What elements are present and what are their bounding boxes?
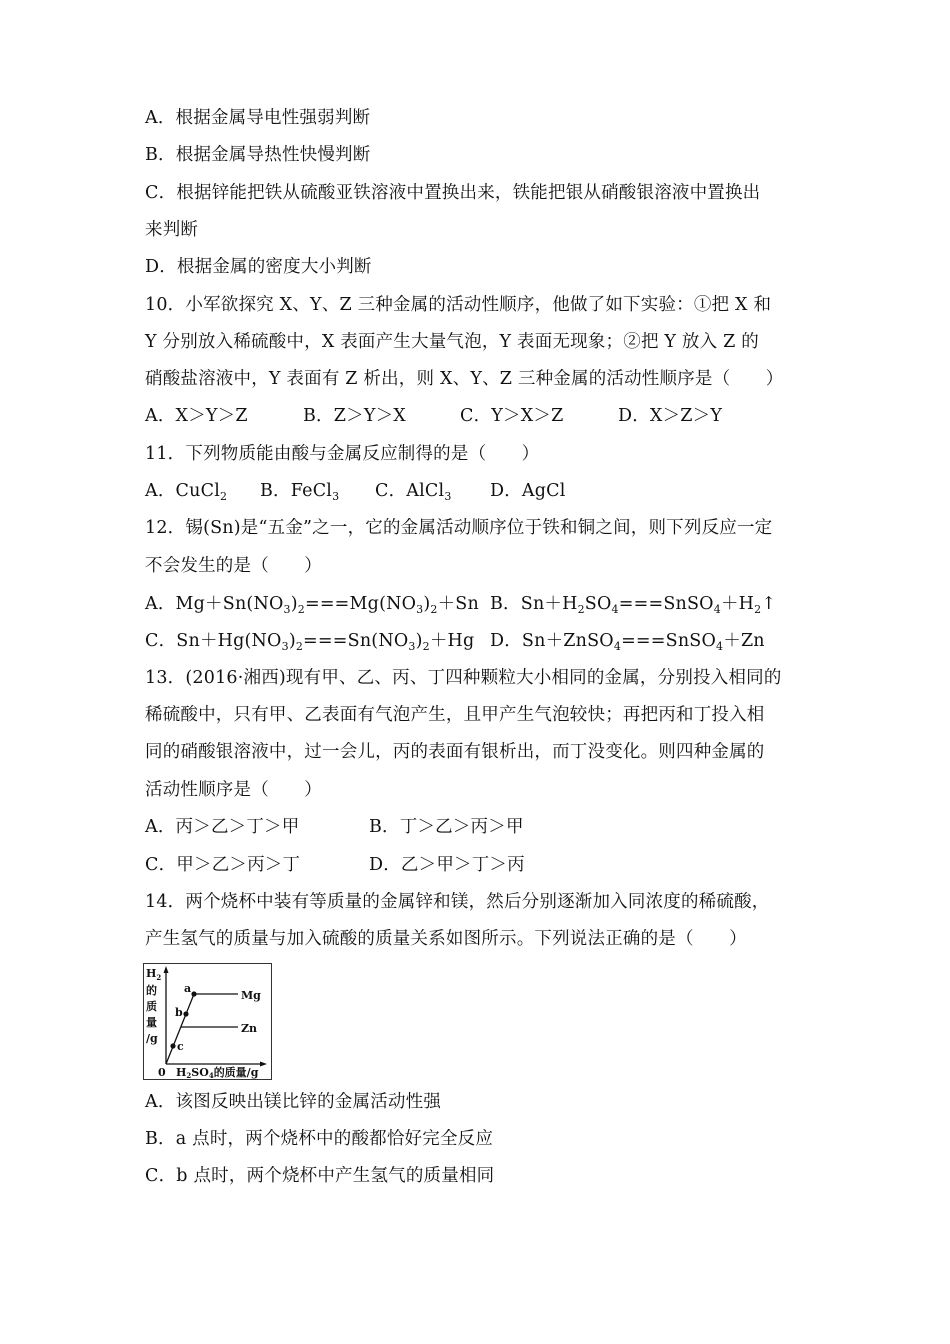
q12-b-sub: 2 <box>577 603 585 616</box>
q12-d-sub: 4 <box>716 640 724 653</box>
origin-label: 0 <box>158 1066 166 1079</box>
graph-svg <box>144 964 271 1079</box>
q11-option-a-sub: 2 <box>220 490 228 503</box>
q12-c-part: ) <box>288 631 296 651</box>
q12-b-sub: 2 <box>754 603 762 616</box>
q12-a-sub: 2 <box>430 603 438 616</box>
q12-c-sub: 3 <box>408 640 416 653</box>
q13-options-row1 <box>145 815 524 839</box>
q10-option-c: C．Y＞X＞Z <box>460 406 564 426</box>
q11-option-b-text: B．FeCl <box>260 481 333 501</box>
q13-stem-line3: 同的硝酸银溶液中，过一会儿，丙的表面有银析出，而丁没变化。则四种金属的 <box>145 742 765 762</box>
y-label-line4: /g <box>146 1032 158 1045</box>
q12-option-c <box>145 629 490 653</box>
q13-option-a: A．丙＞乙＞丁＞甲 <box>145 817 300 837</box>
q13-option-c: C．甲＞乙＞丙＞丁 <box>145 855 301 875</box>
q12-option-d <box>490 629 765 653</box>
q14-option-a: A．该图反映出镁比锌的金属活动性强 <box>145 1092 442 1112</box>
q12-c-part: ) <box>415 631 423 651</box>
x-label-rest: 的质量/g <box>213 1066 259 1079</box>
q11-option-a-text: A．CuCl <box>145 481 220 501</box>
q10-stem-line3: 硝酸盐溶液中，Y 表面有 Z 析出，则 X、Y、Z 三种金属的活动性顺序是（ ） <box>145 369 784 389</box>
x-label-h: H <box>176 1066 187 1079</box>
q9-option-c-line2: 来判断 <box>145 220 199 240</box>
q12-b-part: ＋H <box>720 594 755 614</box>
q13-option-b: B．丁＞乙＞丙＞甲 <box>369 817 524 837</box>
x-label-sub2: 4 <box>208 1071 214 1079</box>
q14-option-c: C．b 点时，两个烧杯中产生氢气的质量相同 <box>145 1166 495 1186</box>
q12-d-part: D．Sn＋ZnSO <box>490 631 614 651</box>
q9-option-d: D．根据金属的密度大小判断 <box>145 257 372 277</box>
q12-b-part: B．Sn＋H <box>490 594 578 614</box>
point-b <box>183 1011 188 1016</box>
q13-options-row2 <box>145 853 525 877</box>
q12-c-sub: 3 <box>281 640 289 653</box>
q13-stem-line2: 稀硫酸中，只有甲、乙表面有气泡产生，且甲产生气泡较快；再把丙和丁投入相 <box>145 705 765 725</box>
q12-c-part: ===Sn(NO <box>303 631 409 651</box>
y-label-h-text: H <box>146 967 157 980</box>
q10-option-b: B．Z＞Y＞X <box>303 406 406 426</box>
q10-options <box>145 404 722 428</box>
x-axis-label <box>176 1065 259 1079</box>
q12-b-part: ↑ <box>761 594 777 614</box>
q12-options-row2 <box>145 629 765 653</box>
q14-stem-line2: 产生氢气的质量与加入硫酸的质量关系如图所示。下列说法正确的是（ ） <box>145 929 747 949</box>
y-label-line3: 量 <box>146 1016 157 1029</box>
label-a: a <box>184 982 192 995</box>
q10-option-d: D．X＞Z＞Y <box>618 406 723 426</box>
q9-option-a: A．根据金属导电性强弱判断 <box>145 108 371 128</box>
q12-c-part: ＋Hg <box>429 631 475 651</box>
q12-a-part: ) <box>290 594 298 614</box>
point-a <box>191 991 196 996</box>
q12-d-part: ===SnSO <box>621 631 717 651</box>
q12-option-b <box>490 592 776 616</box>
q12-option-a <box>145 592 490 616</box>
q9-option-c-line1: C．根据锌能把铁从硫酸亚铁溶液中置换出来，铁能把银从硝酸银溶液中置换出 <box>145 183 761 203</box>
q12-a-part: ===Mg(NO <box>304 594 417 614</box>
q11-stem: 11．下列物质能由酸与金属反应制得的是（ ） <box>145 444 540 464</box>
label-c: c <box>177 1040 184 1053</box>
q12-a-sub: 3 <box>416 603 424 616</box>
q12-a-sub: 3 <box>283 603 291 616</box>
q9-option-b: B．根据金属导热性快慢判断 <box>145 145 371 165</box>
q11-options <box>145 479 566 503</box>
q12-d-part: ＋Zn <box>723 631 765 651</box>
q14-option-b: B．a 点时，两个烧杯中的酸都恰好完全反应 <box>145 1129 494 1149</box>
q12-stem-line2: 不会发生的是（ ） <box>145 556 322 576</box>
mg-rising-line <box>166 994 194 1064</box>
q11-option-b-sub: 3 <box>332 490 340 503</box>
q11-option-d: D．AgCl <box>490 481 566 501</box>
q12-c-part: C．Sn＋Hg(NO <box>145 631 282 651</box>
q12-d-sub: 4 <box>613 640 622 653</box>
y-label-h-sub: 2 <box>156 973 162 982</box>
y-label-h <box>146 967 161 982</box>
q13-option-d: D．乙＞甲＞丁＞丙 <box>369 855 525 875</box>
q12-c-sub: 2 <box>295 640 304 653</box>
q11-option-b <box>260 479 375 503</box>
q12-b-sub: 4 <box>611 603 619 616</box>
q12-a-sub: 2 <box>297 603 305 616</box>
q12-stem-line1: 12．锡(Sn)是“五金”之一，它的金属活动顺序位于铁和铜之间，则下列反应一定 <box>145 518 773 538</box>
q10-stem-line1: 10．小军欲探究 X、Y、Z 三种金属的活动性顺序，他做了如下实验：①把 X 和 <box>145 295 772 315</box>
q11-option-c <box>375 479 490 503</box>
q12-a-part: ＋Sn <box>437 594 479 614</box>
y-label-line2: 质 <box>146 1000 157 1013</box>
y-axis-arrow-icon <box>164 966 169 973</box>
q14-stem-line1: 14．两个烧杯中装有等质量的金属锌和镁，然后分别逐渐加入同浓度的稀硫酸， <box>145 892 770 912</box>
label-zn: Zn <box>241 1022 258 1035</box>
q12-options-row1 <box>145 592 776 616</box>
q13-stem-line4: 活动性顺序是（ ） <box>145 780 322 800</box>
q11-option-a <box>145 479 260 503</box>
point-c <box>170 1043 175 1048</box>
q12-a-part: ) <box>423 594 431 614</box>
q11-option-c-sub: 3 <box>444 490 452 503</box>
x-label-sub1: 2 <box>186 1071 192 1079</box>
q12-c-sub: 2 <box>422 640 430 653</box>
x-label-so: SO <box>191 1066 209 1079</box>
q13-stem-line1: 13．(2016·湘西)现有甲、乙、丙、丁四种颗粒大小相同的金属，分别投入相同的 <box>145 668 782 688</box>
q10-option-a: A．X＞Y＞Z <box>145 406 248 426</box>
q12-b-part: SO <box>584 594 612 614</box>
q10-stem-line2: Y 分别放入稀硫酸中，X 表面产生大量气泡，Y 表面无现象；②把 Y 放入 Z 的 <box>145 332 759 352</box>
q12-a-part: A．Mg＋Sn(NO <box>145 594 284 614</box>
x-axis-arrow-icon <box>260 1062 267 1067</box>
q12-b-part: ===SnSO <box>618 594 714 614</box>
label-mg: Mg <box>241 989 261 1002</box>
q11-option-c-text: C．AlCl <box>375 481 445 501</box>
y-label-line1: 的 <box>146 984 157 997</box>
hydrogen-mass-graph <box>143 963 272 1080</box>
label-b: b <box>175 1006 183 1019</box>
q12-b-sub: 4 <box>713 603 721 616</box>
